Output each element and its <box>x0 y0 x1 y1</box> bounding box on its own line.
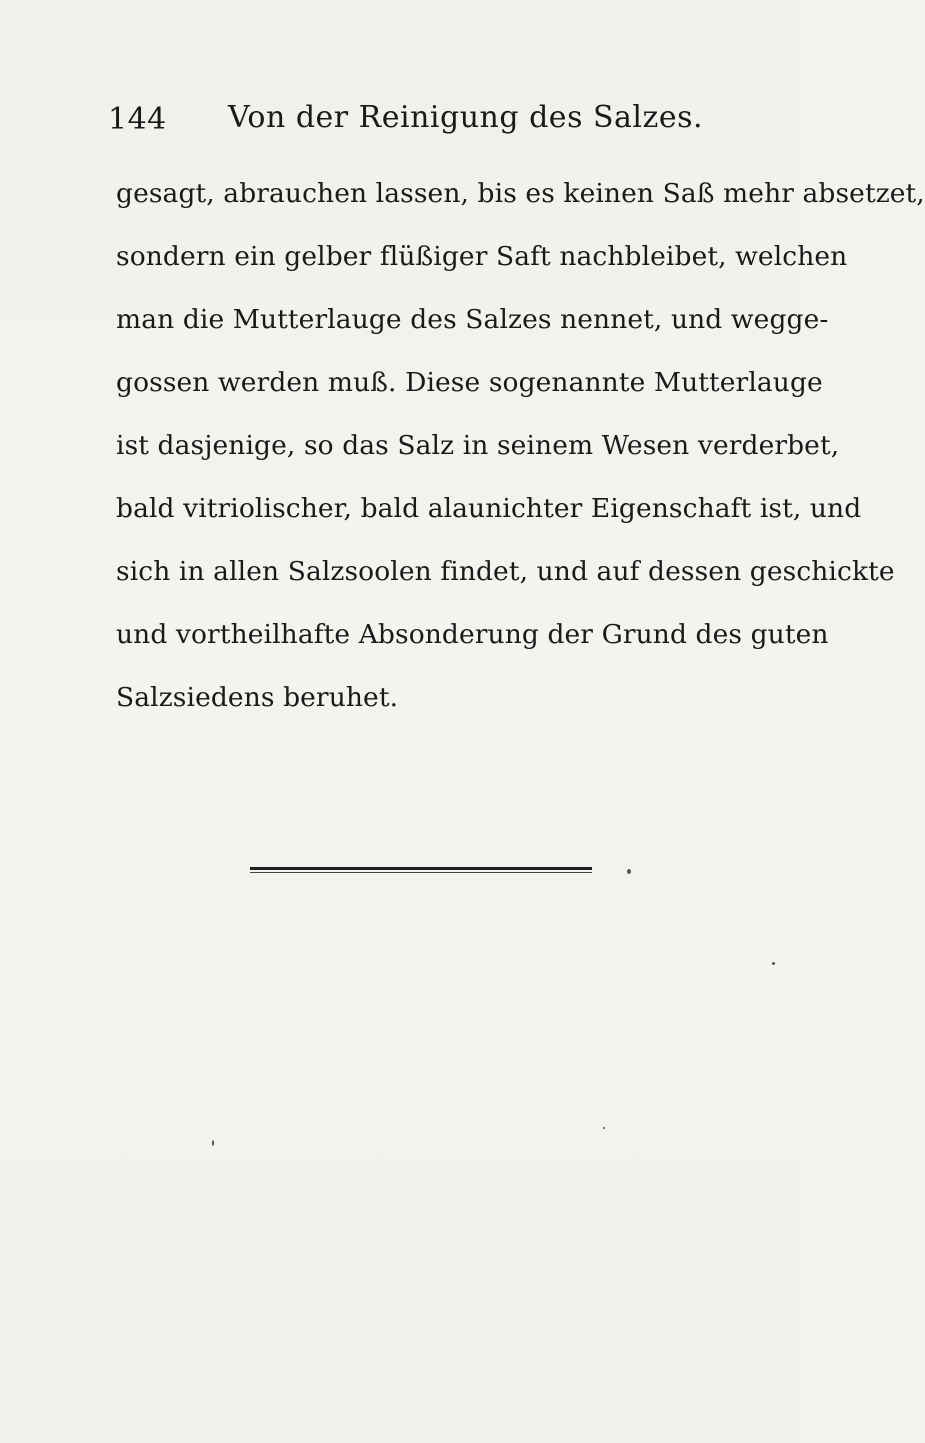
text-line: sich in allen Salzsoolen findet, und auf dessen geschickte <box>116 556 895 587</box>
text-line: und vortheilhafte Absonderung der Grund des guten <box>116 619 829 650</box>
text-line: sondern ein gelber flüßiger Saft nachbleibet, welchen <box>116 241 848 272</box>
text-line: man die Mutterlauge des Salzes nennet, und wegge- <box>116 304 829 335</box>
running-title: Von der Reinigung des Salzes. <box>228 100 704 135</box>
text-line: ist dasjenige, so das Salz in seinem Wesen verderbet, <box>116 430 840 461</box>
paper-speck <box>627 869 631 874</box>
text-line: gossen werden muß. Diese sogenannte Mutterlauge <box>116 367 823 398</box>
paper-speck <box>772 962 775 965</box>
text-line: Salzsiedens beruhet. <box>116 682 399 713</box>
decorative-rule <box>250 867 592 870</box>
text-line: gesagt, abrauchen lassen, bis es keinen Saß mehr absetzet, <box>116 178 925 209</box>
page-number: 144 <box>108 102 167 137</box>
paper-speck <box>212 1140 214 1146</box>
body-paragraph <box>116 162 925 729</box>
paper-speck <box>603 1127 605 1129</box>
text-line: bald vitriolischer, bald alaunichter Eigenschaft ist, und <box>116 493 862 524</box>
decorative-rule-thin <box>250 872 592 873</box>
page-header <box>108 100 708 144</box>
